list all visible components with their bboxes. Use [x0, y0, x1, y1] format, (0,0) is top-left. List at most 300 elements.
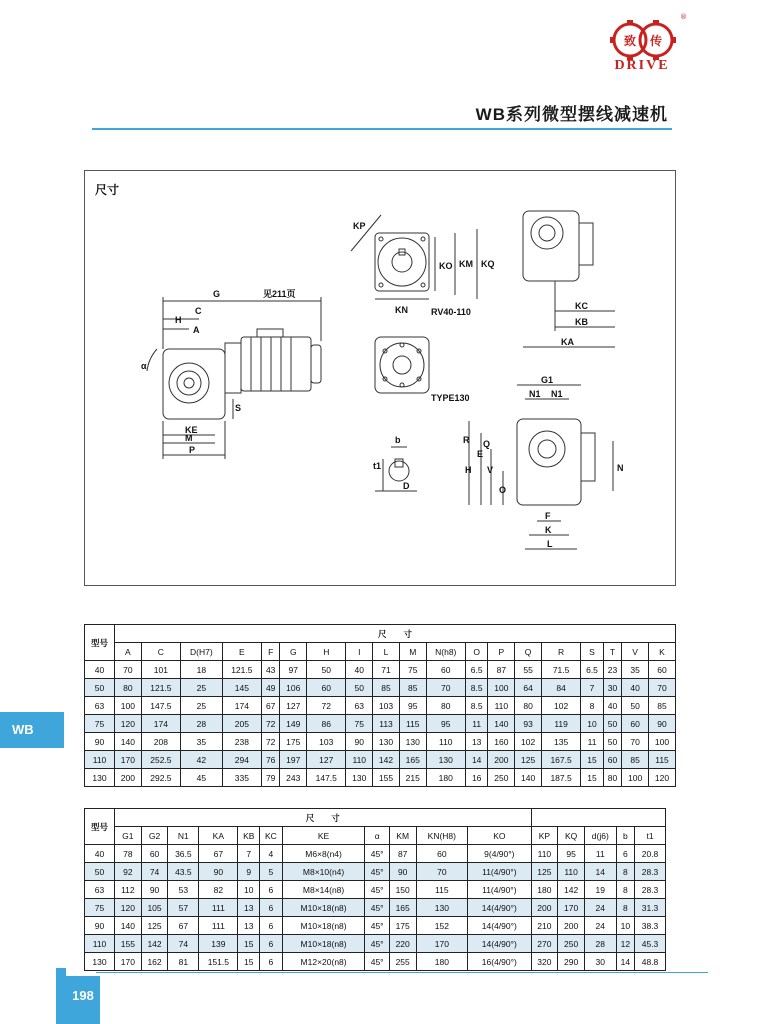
- value-cell: 8: [616, 863, 634, 881]
- model-cell: 130: [85, 769, 115, 787]
- label-l: L: [547, 539, 553, 549]
- value-cell: 115: [416, 881, 468, 899]
- model-cell: 110: [85, 935, 115, 953]
- value-cell: 119: [541, 715, 580, 733]
- value-cell: 16(4/90°): [468, 953, 531, 971]
- flange-view-type130: [375, 337, 429, 393]
- value-cell: 243: [280, 769, 307, 787]
- value-cell: 180: [426, 769, 465, 787]
- value-cell: 71: [373, 661, 400, 679]
- value-cell: 130: [416, 899, 468, 917]
- column-header: KN(H8): [416, 827, 468, 845]
- value-cell: 8: [581, 697, 604, 715]
- value-cell: 35: [181, 733, 223, 751]
- label-g: G: [213, 289, 221, 299]
- value-cell: 97: [280, 661, 307, 679]
- value-cell: 11(4/90°): [468, 881, 531, 899]
- value-cell: 120: [115, 715, 142, 733]
- value-cell: 160: [488, 733, 515, 751]
- column-header: KE: [282, 827, 365, 845]
- value-cell: 43: [261, 661, 279, 679]
- value-cell: 30: [603, 679, 621, 697]
- value-cell: 174: [141, 715, 180, 733]
- value-cell: 50: [622, 697, 649, 715]
- value-cell: 12: [616, 935, 634, 953]
- value-cell: 140: [488, 715, 515, 733]
- footer-divider: [96, 972, 708, 973]
- column-header: F: [261, 643, 279, 661]
- column-header: Q: [515, 643, 542, 661]
- value-cell: 155: [115, 935, 142, 953]
- value-cell: 111: [199, 899, 238, 917]
- label-a: A: [193, 325, 200, 335]
- column-header: KB: [238, 827, 260, 845]
- model-cell: 130: [85, 953, 115, 971]
- value-cell: 10: [238, 881, 260, 899]
- value-cell: 170: [115, 953, 142, 971]
- value-cell: 40: [622, 679, 649, 697]
- value-cell: 70: [426, 679, 465, 697]
- logo-right-char: 传: [649, 34, 663, 48]
- value-cell: 60: [426, 661, 465, 679]
- value-cell: 90: [389, 863, 416, 881]
- table-row: [85, 863, 666, 881]
- value-cell: 205: [222, 715, 261, 733]
- table-row: [85, 751, 676, 769]
- value-cell: 252.5: [141, 751, 180, 769]
- value-cell: 250: [558, 935, 585, 953]
- value-cell: 5: [260, 863, 283, 881]
- value-cell: 6: [260, 881, 283, 899]
- value-cell: 125: [141, 917, 168, 935]
- value-cell: 14(4/90°): [468, 899, 531, 917]
- value-cell: 142: [558, 881, 585, 899]
- value-cell: 45°: [365, 917, 389, 935]
- value-cell: 70: [622, 733, 649, 751]
- column-header: S: [581, 643, 604, 661]
- table-row: [85, 679, 676, 697]
- value-cell: 90: [346, 733, 373, 751]
- flange-view-rv: [351, 215, 477, 299]
- value-cell: 140: [515, 769, 542, 787]
- value-cell: 76: [261, 751, 279, 769]
- value-cell: 15: [581, 751, 604, 769]
- column-header: H: [307, 643, 346, 661]
- table-row: [85, 733, 676, 751]
- value-cell: M10×18(n8): [282, 935, 365, 953]
- value-cell: 120: [115, 899, 142, 917]
- value-cell: 50: [603, 733, 621, 751]
- value-cell: 20.8: [635, 845, 666, 863]
- model-cell: 110: [85, 751, 115, 769]
- value-cell: 15: [238, 935, 260, 953]
- value-cell: 112: [115, 881, 142, 899]
- value-cell: 103: [307, 733, 346, 751]
- value-cell: 28: [181, 715, 223, 733]
- value-cell: 170: [416, 935, 468, 953]
- value-cell: 142: [141, 935, 168, 953]
- value-cell: 139: [199, 935, 238, 953]
- value-cell: 45°: [365, 899, 389, 917]
- label-alpha: α: [141, 361, 147, 371]
- value-cell: 127: [280, 697, 307, 715]
- value-cell: 130: [399, 733, 426, 751]
- value-cell: 38.3: [635, 917, 666, 935]
- value-cell: 100: [622, 769, 649, 787]
- value-cell: 31.3: [635, 899, 666, 917]
- value-cell: 215: [399, 769, 426, 787]
- value-cell: 8: [616, 881, 634, 899]
- column-header: KM: [389, 827, 416, 845]
- table-header-row: [85, 809, 666, 827]
- model-cell: 90: [85, 733, 115, 751]
- table-row: [85, 953, 666, 971]
- value-cell: 125: [515, 751, 542, 769]
- value-cell: 25: [181, 679, 223, 697]
- label-d: D: [403, 481, 410, 491]
- value-cell: 320: [531, 953, 558, 971]
- value-cell: 11: [584, 845, 616, 863]
- value-cell: 140: [115, 733, 142, 751]
- column-header: KO: [468, 827, 531, 845]
- table-row: [85, 715, 676, 733]
- value-cell: 95: [399, 697, 426, 715]
- value-cell: 147.5: [141, 697, 180, 715]
- column-header: D(H7): [181, 643, 223, 661]
- value-cell: 220: [389, 935, 416, 953]
- value-cell: 130: [346, 769, 373, 787]
- value-cell: 15: [581, 769, 604, 787]
- value-cell: 53: [168, 881, 199, 899]
- value-cell: 101: [141, 661, 180, 679]
- label-k: K: [545, 525, 552, 535]
- column-header: R: [541, 643, 580, 661]
- value-cell: 290: [558, 953, 585, 971]
- value-cell: 36.5: [168, 845, 199, 863]
- value-cell: 125: [531, 863, 558, 881]
- value-cell: M8×14(n8): [282, 881, 365, 899]
- value-cell: 106: [280, 679, 307, 697]
- value-cell: 19: [584, 881, 616, 899]
- label-kq: KQ: [481, 259, 495, 269]
- value-cell: 151.5: [199, 953, 238, 971]
- value-cell: 14: [584, 863, 616, 881]
- value-cell: 105: [141, 899, 168, 917]
- model-cell: 75: [85, 715, 115, 733]
- label-t1: t1: [373, 461, 382, 471]
- table-row: [85, 917, 666, 935]
- column-header: E: [222, 643, 261, 661]
- value-cell: 120: [649, 769, 676, 787]
- label-s: S: [235, 403, 242, 413]
- value-cell: 110: [531, 845, 558, 863]
- value-cell: 6: [260, 899, 283, 917]
- value-cell: 40: [603, 697, 621, 715]
- dimension-drawing-panel: [84, 170, 676, 586]
- value-cell: 115: [399, 715, 426, 733]
- column-header: G2: [141, 827, 168, 845]
- column-header: KA: [199, 827, 238, 845]
- value-cell: 43.5: [168, 863, 199, 881]
- column-header: I: [346, 643, 373, 661]
- value-cell: 11(4/90°): [468, 863, 531, 881]
- value-cell: 200: [558, 917, 585, 935]
- value-cell: 14(4/90°): [468, 935, 531, 953]
- value-cell: 7: [581, 679, 604, 697]
- value-cell: 72: [307, 697, 346, 715]
- value-cell: 67: [261, 697, 279, 715]
- value-cell: 149: [280, 715, 307, 733]
- value-cell: 102: [515, 733, 542, 751]
- value-cell: 170: [115, 751, 142, 769]
- value-cell: 13: [238, 917, 260, 935]
- label-r: R: [463, 435, 470, 445]
- value-cell: 6: [616, 845, 634, 863]
- value-cell: 45°: [365, 935, 389, 953]
- value-cell: M10×18(n8): [282, 917, 365, 935]
- value-cell: 45°: [365, 863, 389, 881]
- value-cell: 11: [581, 733, 604, 751]
- table-row: [85, 935, 666, 953]
- value-cell: 80: [603, 769, 621, 787]
- value-cell: 80: [426, 697, 465, 715]
- value-cell: 60: [307, 679, 346, 697]
- value-cell: 130: [426, 751, 465, 769]
- value-cell: 80: [515, 697, 542, 715]
- value-cell: 100: [115, 697, 142, 715]
- column-header: KP: [531, 827, 558, 845]
- model-cell: 75: [85, 899, 115, 917]
- label-kc: KC: [575, 301, 588, 311]
- column-header: d(j6): [584, 827, 616, 845]
- value-cell: 48.8: [635, 953, 666, 971]
- value-cell: 6: [260, 953, 283, 971]
- column-header: L: [373, 643, 400, 661]
- value-cell: 100: [649, 733, 676, 751]
- label-f: F: [545, 511, 551, 521]
- value-cell: 127: [307, 751, 346, 769]
- technical-drawing: [85, 171, 677, 587]
- label-kp: KP: [353, 221, 366, 231]
- column-header-row: [85, 643, 676, 661]
- value-cell: 121.5: [222, 661, 261, 679]
- column-header: C: [141, 643, 180, 661]
- table-row: [85, 881, 666, 899]
- value-cell: 165: [389, 899, 416, 917]
- column-header: G: [280, 643, 307, 661]
- side-view-top: [523, 211, 615, 347]
- value-cell: 86: [307, 715, 346, 733]
- value-cell: M6×8(n4): [282, 845, 365, 863]
- column-header: P: [488, 643, 515, 661]
- value-cell: 121.5: [141, 679, 180, 697]
- value-cell: 81: [168, 953, 199, 971]
- section-tab[interactable]: WB: [0, 712, 64, 748]
- value-cell: 90: [649, 715, 676, 733]
- column-header: G1: [115, 827, 142, 845]
- value-cell: 85: [399, 679, 426, 697]
- value-cell: 92: [115, 863, 142, 881]
- value-cell: 294: [222, 751, 261, 769]
- value-cell: 50: [603, 715, 621, 733]
- value-cell: 45: [181, 769, 223, 787]
- value-cell: 110: [488, 697, 515, 715]
- value-cell: 25: [181, 697, 223, 715]
- column-header: K: [649, 643, 676, 661]
- value-cell: 57: [168, 899, 199, 917]
- page-title: WB系列微型摆线减速机: [475, 105, 668, 124]
- model-cell: 40: [85, 661, 115, 679]
- value-cell: 85: [373, 679, 400, 697]
- value-cell: 18: [181, 661, 223, 679]
- section-label: 尺寸: [95, 183, 120, 197]
- model-cell: 63: [85, 697, 115, 715]
- value-cell: 140: [115, 917, 142, 935]
- value-cell: 14(4/90°): [468, 917, 531, 935]
- value-cell: 165: [399, 751, 426, 769]
- value-cell: 28.3: [635, 863, 666, 881]
- value-cell: 147.5: [307, 769, 346, 787]
- column-header: α: [365, 827, 389, 845]
- model-cell: 63: [85, 881, 115, 899]
- registered-mark: ®: [680, 13, 687, 21]
- label-c: C: [195, 306, 202, 316]
- value-cell: 90: [199, 863, 238, 881]
- column-header: T: [603, 643, 621, 661]
- group-header: 尺 寸: [115, 625, 676, 643]
- label-note-ref: 见211页: [263, 289, 296, 299]
- value-cell: 87: [488, 661, 515, 679]
- value-cell: 200: [488, 751, 515, 769]
- model-cell: 50: [85, 679, 115, 697]
- label-kb: KB: [575, 317, 588, 327]
- value-cell: 45°: [365, 953, 389, 971]
- table-header-row: [85, 625, 676, 643]
- value-cell: 45°: [365, 845, 389, 863]
- logo-text: DRIVE: [614, 58, 670, 73]
- group-header-spacer: [531, 809, 665, 827]
- value-cell: 150: [389, 881, 416, 899]
- label-n: N: [617, 463, 624, 473]
- value-cell: 72: [261, 715, 279, 733]
- model-cell: 90: [85, 917, 115, 935]
- column-header-row: [85, 827, 666, 845]
- value-cell: 28.3: [635, 881, 666, 899]
- column-header: O: [465, 643, 488, 661]
- value-cell: 71.5: [541, 661, 580, 679]
- value-cell: 74: [168, 935, 199, 953]
- value-cell: 90: [141, 881, 168, 899]
- column-header: M: [399, 643, 426, 661]
- value-cell: 70: [115, 661, 142, 679]
- model-header: 型号: [85, 625, 115, 661]
- value-cell: 152: [416, 917, 468, 935]
- value-cell: 14: [465, 751, 488, 769]
- title-divider: [92, 128, 672, 130]
- value-cell: 6.5: [581, 661, 604, 679]
- value-cell: 75: [399, 661, 426, 679]
- value-cell: 30: [584, 953, 616, 971]
- value-cell: 85: [622, 751, 649, 769]
- column-header: KQ: [558, 827, 585, 845]
- label-q: Q: [483, 439, 491, 449]
- value-cell: 70: [416, 863, 468, 881]
- value-cell: 64: [515, 679, 542, 697]
- column-header: N(h8): [426, 643, 465, 661]
- label-ke: KE: [185, 425, 198, 435]
- table-row: [85, 845, 666, 863]
- column-header: V: [622, 643, 649, 661]
- value-cell: 24: [584, 899, 616, 917]
- value-cell: 40: [346, 661, 373, 679]
- label-e: E: [477, 449, 484, 459]
- value-cell: 13: [238, 899, 260, 917]
- value-cell: 60: [622, 715, 649, 733]
- value-cell: 15: [238, 953, 260, 971]
- value-cell: 115: [649, 751, 676, 769]
- value-cell: 200: [115, 769, 142, 787]
- column-header: N1: [168, 827, 199, 845]
- value-cell: 50: [307, 661, 346, 679]
- value-cell: 74: [141, 863, 168, 881]
- value-cell: 70: [649, 679, 676, 697]
- value-cell: 174: [222, 697, 261, 715]
- value-cell: 50: [346, 679, 373, 697]
- value-cell: 175: [280, 733, 307, 751]
- value-cell: 155: [373, 769, 400, 787]
- value-cell: 200: [531, 899, 558, 917]
- value-cell: 67: [199, 845, 238, 863]
- label-kn: KN: [395, 305, 408, 315]
- value-cell: 6: [260, 935, 283, 953]
- value-cell: 8.5: [465, 697, 488, 715]
- dimension-table-2: [84, 808, 666, 971]
- value-cell: 28: [584, 935, 616, 953]
- value-cell: 197: [280, 751, 307, 769]
- group-header: 尺 寸: [115, 809, 532, 827]
- value-cell: 24: [584, 917, 616, 935]
- value-cell: 55: [515, 661, 542, 679]
- value-cell: 142: [373, 751, 400, 769]
- value-cell: 9: [238, 863, 260, 881]
- table-row: [85, 769, 676, 787]
- value-cell: 63: [346, 697, 373, 715]
- table-row: [85, 661, 676, 679]
- label-km: KM: [459, 259, 473, 269]
- value-cell: 67: [168, 917, 199, 935]
- value-cell: 110: [346, 751, 373, 769]
- label-model-type130: TYPE130: [431, 393, 470, 403]
- value-cell: 180: [416, 953, 468, 971]
- value-cell: 9(4/90°): [468, 845, 531, 863]
- value-cell: 49: [261, 679, 279, 697]
- value-cell: M8×10(n4): [282, 863, 365, 881]
- value-cell: 8.5: [465, 679, 488, 697]
- keyway-detail: [375, 447, 417, 491]
- value-cell: 10: [616, 917, 634, 935]
- label-h: H: [175, 315, 182, 325]
- value-cell: 135: [541, 733, 580, 751]
- value-cell: 103: [373, 697, 400, 715]
- value-cell: 60: [603, 751, 621, 769]
- logo-left-char: 致: [623, 34, 637, 48]
- value-cell: 84: [541, 679, 580, 697]
- value-cell: 6: [260, 917, 283, 935]
- label-b: b: [395, 435, 401, 445]
- value-cell: 60: [416, 845, 468, 863]
- value-cell: 95: [558, 845, 585, 863]
- value-cell: 78: [115, 845, 142, 863]
